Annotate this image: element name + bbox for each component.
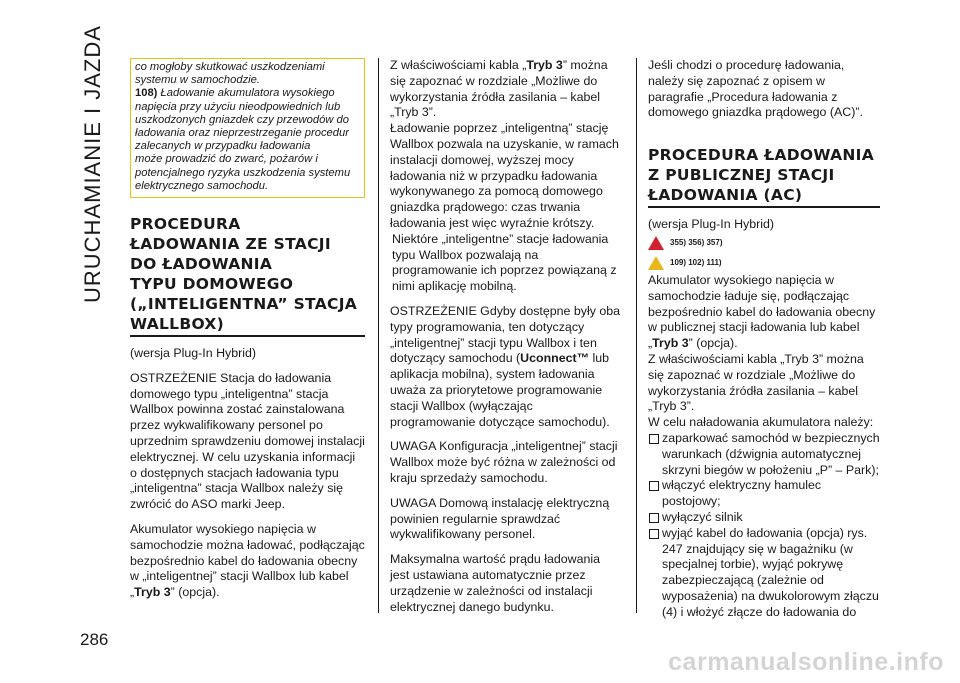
column-divider	[636, 58, 637, 613]
column-3	[648, 58, 880, 621]
danger-references	[648, 233, 880, 253]
text-run: Akumulator wysokiego napięcia w samochodzie można ładować, podłączając bezpośrednio kabel do ładowania obecny w „inteligentnej” stacji Wallbox lub kabel „	[130, 522, 365, 600]
list-item: wyjąć kabel do ładowania (opcja) rys. 247 znajdujący się w bagażniku (w specjalnej torbie), wyjąć pokrywę zabezpieczającą (zależnie od wyposażenia) na dwukolorowym złączu (4) i włożyć złącze do ładowania do	[648, 526, 880, 621]
paragraph: Niektóre „inteligentne” stacje ładowania typu Wallbox pozwalają na programowanie ich poprzez powiązaną z nimi aplikację mobilną.	[392, 231, 617, 294]
cable-mode-label: Tryb 3	[526, 58, 563, 72]
warning-line: napięcia przy użyciu nieodpowiednich lub	[135, 100, 341, 113]
paragraph: Maksymalna wartość prądu ładowania jest ustawiana automatycznie przez urządzenie w zależności od instalacji elektrycznej danego budynku.	[390, 552, 601, 614]
paragraph: Ładowanie poprzez „inteligentną” stację Wallbox pozwala na uzyskanie, w ramach instalacji domowej, wyższej mocy ładowania niż w przypadku ładowania wykonywanego za pomocą domowego gniazdka prądowego: czas trwania ładowania jest więc wyraźnie krótszy.	[390, 121, 619, 230]
text-run: Z właściwościami kabla „	[390, 58, 527, 72]
paragraph	[130, 522, 365, 601]
column-1	[130, 58, 365, 601]
warning-line: co mogłoby skutkować uszkodzeniami	[135, 61, 325, 73]
paragraph	[390, 58, 620, 121]
warning-line: ładowania oraz nieprzestrzeganie procedur	[135, 127, 349, 140]
warning-line: elektrycznego samochodu.	[135, 179, 269, 192]
warning-line: może prowadzić do zwarć, pożarów i	[135, 153, 318, 166]
warning-108	[135, 87, 360, 100]
list-item: zaparkować samochód w bezpiecznych warunkach (dźwignia automatycznej skrzyni biegów w położeniu „P” – Park);	[648, 431, 880, 478]
paragraph	[648, 273, 880, 352]
cable-mode-label: Tryb 3	[134, 585, 171, 600]
heading-line: („INTELIGENTNA” STACJA	[130, 295, 358, 314]
heading-line: ŁADOWANIA ZE STACJI	[130, 235, 331, 254]
caution-references	[648, 253, 880, 273]
list-item: wyłączyć silnik	[648, 510, 880, 526]
section-heading-wallbox	[130, 214, 365, 337]
warning-line: potencjalnego ryzyka uszkodzenia systemu	[135, 166, 351, 179]
section-side-title: URUCHAMIANIE I JAZDA	[80, 25, 105, 303]
heading-line: PROCEDURA	[130, 215, 241, 234]
heading-line: WALLBOX)	[130, 315, 225, 334]
danger-triangle-icon	[648, 236, 664, 250]
version-note: (wersja Plug-In Hybrid)	[130, 346, 257, 361]
heading-line: TYPU DOMOWEGO	[130, 275, 294, 294]
warning-line: zalecanych w przypadku ładowania	[135, 140, 311, 153]
text-run: ” (opcja).	[688, 336, 738, 351]
watermark: carmanualsonline.info	[668, 648, 944, 676]
paragraph: Z właściwościami kabla „Tryb 3” można się zapoznać w rozdziale „Możliwe do wykorzystania źródła zasilania – kabel „Tryb 3”.	[648, 351, 864, 414]
heading-line: Z PUBLICZNEJ STACJI	[648, 166, 835, 185]
uconnect-label: Uconnect™	[520, 351, 590, 366]
reference-numbers: 109) 102) 111)	[670, 258, 722, 268]
paragraph: W celu naładowania akumulatora należy:	[648, 415, 874, 430]
column-2	[390, 58, 620, 615]
heading-line: DO ŁADOWANIA	[130, 255, 273, 274]
reference-numbers: 355) 356) 357)	[670, 238, 723, 248]
warning-line: systemu w samochodzie.	[135, 74, 260, 87]
list-item: włączyć elektryczny hamulec postojowy;	[648, 478, 880, 510]
text-run: OSTRZEŻENIE Gdyby dostępne były oba typy programowania, ten dotyczący „inteligentnej” stacji typu Wallbox i ten dotyczący samochodu (	[390, 303, 621, 366]
warning-number: 108)	[135, 87, 158, 100]
caution-triangle-icon	[648, 256, 664, 270]
column-divider	[378, 58, 379, 613]
heading-line: ŁADOWANIA (AC)	[648, 186, 803, 205]
warning-line: Ładowanie akumulatora wysokiego	[160, 87, 335, 100]
warning-box	[130, 58, 365, 198]
paragraph	[390, 304, 620, 430]
cable-mode-label: Tryb 3	[652, 336, 689, 351]
paragraph: OSTRZEŻENIE Stacja do ładowania domowego typu „inteligentna” stacja Wallbox powinna zostać zainstalowana przez wykwalifikowany personel po uprzednim sprawdzeniu domowej instalacji elektrycznej. W celu uzyskania informacji o dostępnych stacjach ładowania typu „inteligentna” stacja Wallbox należy się zwrócić do ASO marki Jeep.	[130, 370, 365, 512]
procedure-steps	[648, 431, 880, 621]
warning-line: uszkodzonych gniazdek czy przewodów do	[135, 113, 349, 126]
section-heading-public-station	[648, 145, 880, 208]
heading-line: PROCEDURA ŁADOWANIA	[648, 146, 875, 165]
page-number: 286	[80, 630, 109, 649]
paragraph: UWAGA Konfiguracja „inteligentnej” stacji Wallbox może być różna w zależności od kraju sprzedaży samochodu.	[390, 439, 618, 485]
paragraph: Jeśli chodzi o procedurę ładowania, należy się zapoznać z opisem w paragrafie „Procedura ładowania z domowego gniazdka prądowego (AC)”.	[648, 58, 863, 120]
text-run: ” (opcja).	[170, 585, 220, 600]
text-run: Akumulator wysokiego napięcia w samochodzie ładuje się, podłączając bezpośrednio kabel do ładowania obecny w publicznej stacji ładowania lub kabel „	[648, 272, 876, 351]
text-run: lub aplikacja mobilna), system ładowania uważa za priorytetowe programowanie stacji Wallbox (wyłączając programowanie dotyczące samochodu).	[390, 351, 610, 429]
paragraph: UWAGA Domową instalację elektryczną powinien regularnie sprawdzać wykwalifikowany personel.	[390, 495, 610, 542]
version-note: (wersja Plug-In Hybrid)	[648, 217, 775, 232]
text-run: ” można się zapoznać w rozdziale „Możliwe do wykorzystania źródła zasilania – kabel „Tryb 3”.	[390, 58, 608, 120]
